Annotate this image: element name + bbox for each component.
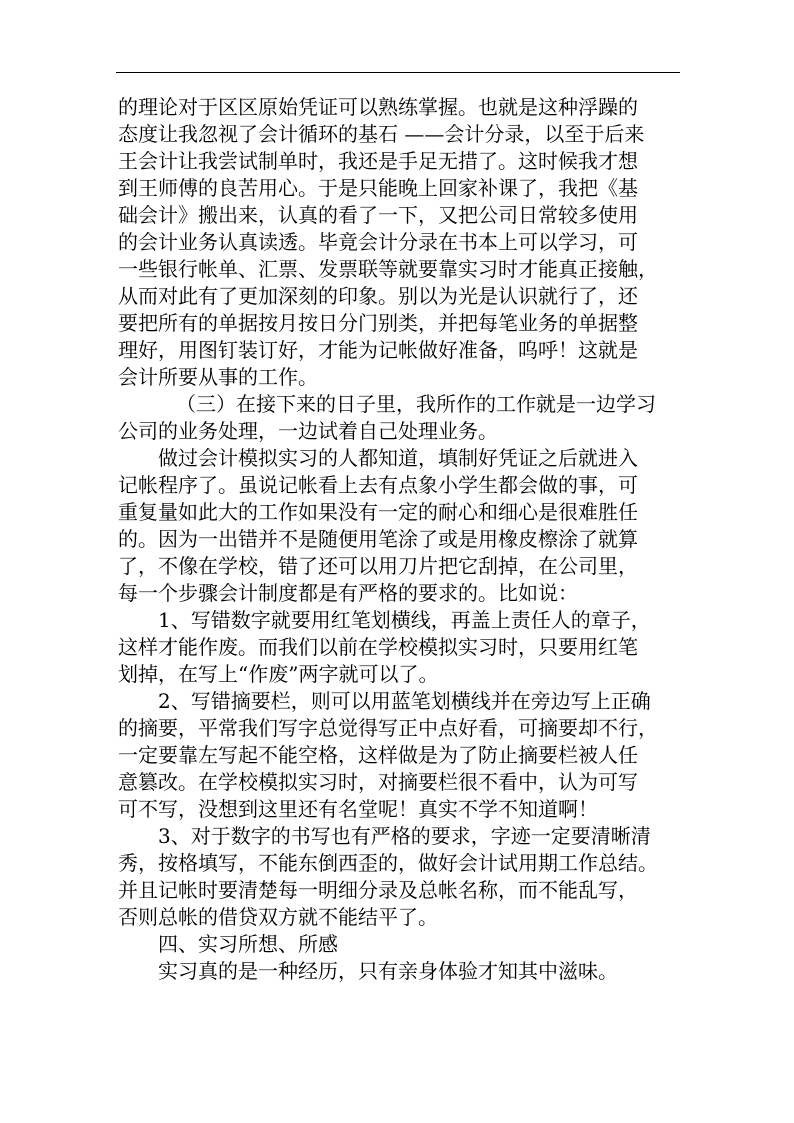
text-line: 了，不像在学校，错了还可以用刀片把它刮掉，在公司里， bbox=[118, 554, 638, 578]
header-rule bbox=[116, 72, 680, 73]
text-line: 否则总帐的借贷双方就不能结平了。 bbox=[118, 905, 438, 929]
text-line: 记帐程序了。虽说记帐看上去有点象小学生都会做的事，可 bbox=[118, 473, 638, 497]
text-line: 到王师傅的良苦用心。于是只能晚上回家补课了，我把《基 bbox=[118, 176, 638, 200]
paragraph-start: 实习真的是一种经历，只有亲身体验才知其中滋味。 bbox=[158, 959, 618, 983]
text-line: 的摘要，平常我们写字总觉得写正中点好看，可摘要却不行， bbox=[118, 716, 658, 740]
text-line: 从而对此有了更加深刻的印象。别以为光是认识就行了，还 bbox=[118, 284, 638, 308]
text-line: 的。因为一出错并不是随便用笔涂了或是用橡皮檫涂了就算 bbox=[118, 527, 638, 551]
text-line: 会计所要从事的工作。 bbox=[118, 365, 318, 389]
text-line: 重复量如此大的工作如果没有一定的耐心和细心是很难胜任 bbox=[118, 500, 638, 524]
text-line: 划掉，在写上“作废”两字就可以了。 bbox=[118, 662, 439, 686]
document-body bbox=[118, 94, 684, 985]
text-line: 础会计》搬出来，认真的看了一下，又把公司日常较多使用 bbox=[118, 203, 638, 227]
section-heading-3: （三）在接下来的日子里，我所作的工作就是一边学习 bbox=[176, 392, 656, 416]
text-line: 意篡改。在学校模拟实习时，对摘要栏很不看中，认为可写 bbox=[118, 770, 638, 794]
text-line: 一些银行帐单、汇票、发票联等就要靠实习时才能真正接触， bbox=[118, 257, 658, 281]
paragraph-start: 做过会计模拟实习的人都知道，填制好凭证之后就进入 bbox=[158, 446, 638, 470]
text-line: 的理论对于区区原始凭证可以熟练掌握。也就是这种浮躁的 bbox=[118, 95, 638, 119]
list-item-3: 3、对于数字的书写也有严格的要求，字迹一定要清晰清 bbox=[158, 824, 651, 848]
text-line: 一定要靠左写起不能空格，这样做是为了防止摘要栏被人任 bbox=[118, 743, 638, 767]
text-line: 要把所有的单据按月按日分门别类，并把每笔业务的单据整 bbox=[118, 311, 638, 335]
text-line: 态度让我忽视了会计循环的基石 ——会计分录，以至于后来 bbox=[118, 122, 645, 146]
list-item-2: 2、写错摘要栏，则可以用蓝笔划横线并在旁边写上正确 bbox=[158, 689, 651, 713]
text-line: 公司的业务处理，一边试着自己处理业务。 bbox=[118, 419, 498, 443]
text-line: 这样才能作废。而我们以前在学校模拟实习时，只要用红笔 bbox=[118, 635, 638, 659]
section-heading-4: 四、实习所想、所感 bbox=[158, 932, 338, 956]
text-line: 的会计业务认真读透。毕竟会计分录在书本上可以学习，可 bbox=[118, 230, 638, 254]
text-line: 每一个步骤会计制度都是有严格的要求的。比如说： bbox=[118, 581, 578, 605]
text-line: 王会计让我尝试制单时，我还是手足无措了。这时候我才想 bbox=[118, 149, 638, 173]
text-line: 理好，用图钉装订好，才能为记帐做好准备，呜呼！这就是 bbox=[118, 338, 638, 362]
text-line: 可不写，没想到这里还有名堂呢！真实不学不知道啊！ bbox=[118, 797, 598, 821]
list-item-1: 1、写错数字就要用红笔划横线，再盖上责任人的章子， bbox=[158, 608, 651, 632]
text-line: 秀，按格填写，不能东倒西歪的，做好会计试用期工作总结。 bbox=[118, 851, 658, 875]
text-line: 并且记帐时要清楚每一明细分录及总帐名称，而不能乱写， bbox=[118, 878, 638, 902]
